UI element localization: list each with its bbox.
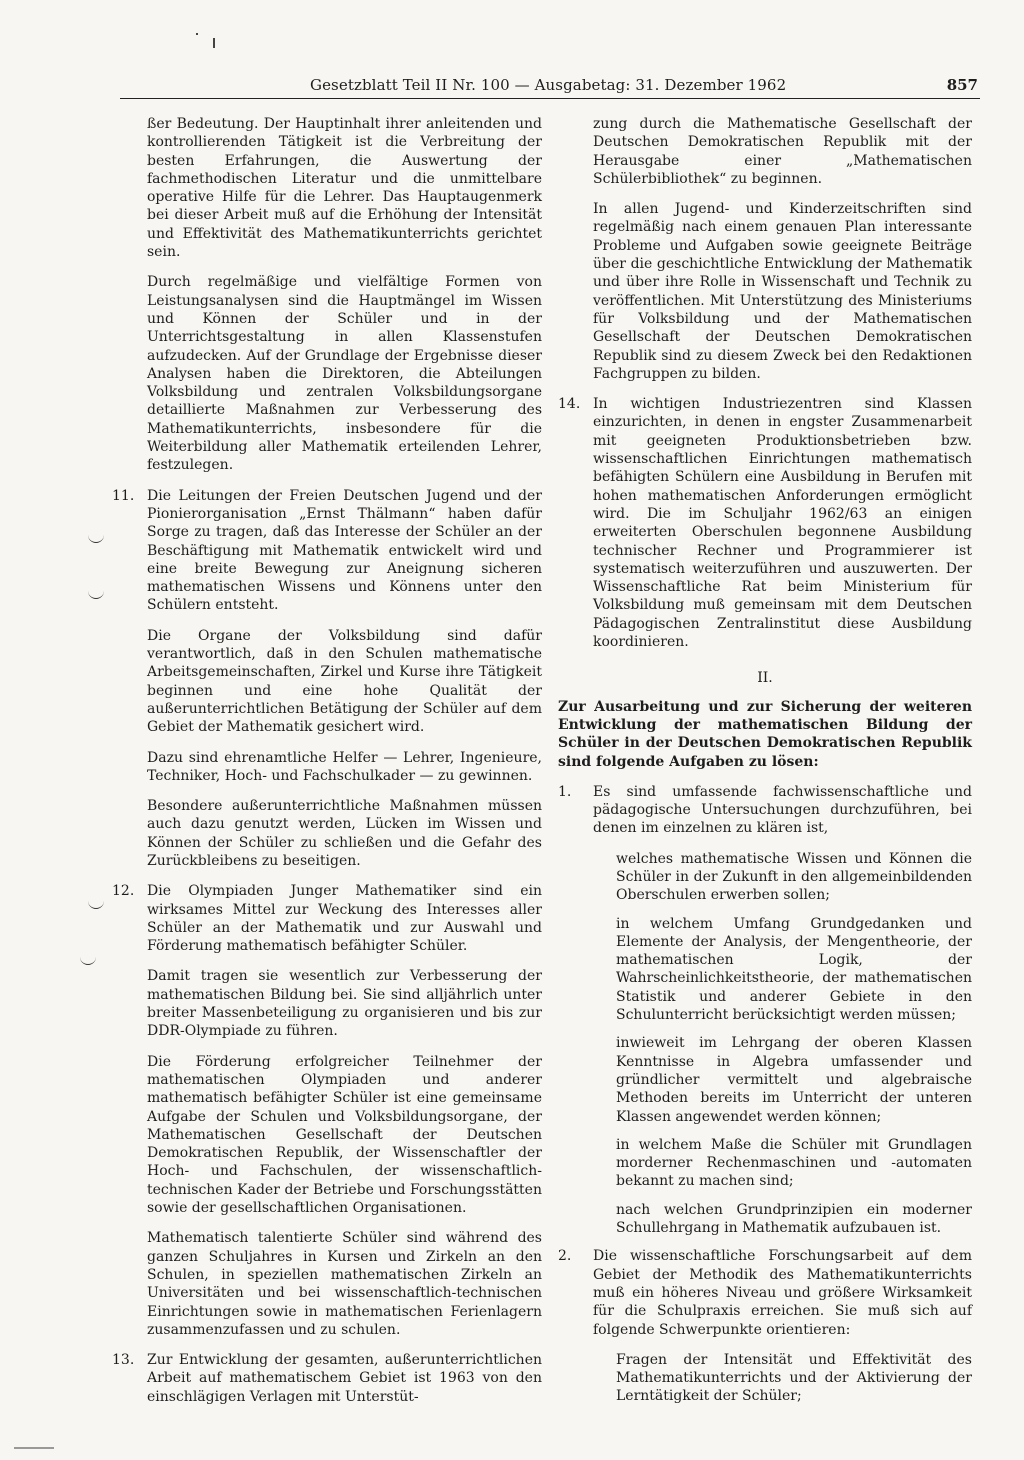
scan-artifact: [213, 38, 215, 48]
section-number: II.: [757, 670, 773, 687]
gazette-title: Gesetzblatt Teil II Nr. 100 — Ausgabetag: 31. Dezember 1962: [310, 76, 787, 94]
margin-mark: [88, 590, 104, 599]
item-number: 2.: [558, 1248, 572, 1265]
paragraph: Dazu sind ehrenamtliche Helfer — Lehrer, Ingenieure, Techniker, Hoch- und Fachschulkader — zu gewinnen.: [147, 749, 542, 784]
paragraph: Besondere außerunterrichtliche Maßnahmen müssen auch dazu genutzt werden, Lücken im Wissen und Können der Schüler zu schließen und die Gefahr des Zurückbleibens zu beseitigen.: [147, 798, 542, 869]
item-number: 11.: [112, 487, 135, 504]
margin-mark: [80, 956, 96, 965]
scan-artifact: [14, 1447, 54, 1449]
sub-paragraph: welches mathematische Wissen und Können die Schüler in der Zukunft in den allgemeinbildenden Oberschulen erwerben sollen;: [616, 850, 972, 904]
paragraph: In allen Jugend- und Kinderzeitschriften sind regelmäßig nach einem genauen Plan interessante Probleme und Aufgaben sowie geeignete Beiträge über die geschichtliche Entwicklung der Mathematik und über ihre Rolle in Wissenschaft und Technik zu veröffentlichen. Mit Unterstützung des Ministeriums für Volksbildung und der Mathematischen Gesellschaft der Deutschen Demokratischen Republik sind zu diesem Zweck bei den Redaktionen Fachgruppen zu bilden.: [593, 201, 972, 382]
sub-paragraph: in welchem Umfang Grundgedanken und Elemente der Analysis, der Mengentheorie, der mathematischen Logik, der Wahrscheinlichkeitstheorie, der mathematischen Statistik und anderer Gebiete in den Schulunterricht berücksichtigt werden müssen;: [616, 915, 972, 1024]
paragraph: zung durch die Mathematische Gesellschaft der Deutschen Demokratischen Republik mit der Herausgabe einer „Mathematischen Schülerbibliothek“ zu beginnen.: [593, 116, 972, 187]
scan-artifact: [196, 33, 198, 35]
page-number: 857: [946, 76, 978, 94]
sub-paragraph: inwieweit im Lehrgang der oberen Klassen Kenntnisse in Algebra umfassender und gründlicher vermittelt und algebraische Methoden bereits im Unterricht der unteren Klassen angewendet werden können;: [616, 1035, 972, 1125]
item-number: 1.: [558, 783, 572, 800]
right-column: [558, 115, 972, 1416]
list-item-13: [112, 1351, 542, 1406]
item-text: Die wissenschaftliche Forschungsarbeit auf dem Gebiet der Methodik des Mathematikunterrichts muß ein höheres Niveau und größere Wirksamkeit für die Schulpraxis erreichen. Sie muß sich auf folgende Schwerpunkte orientieren:: [593, 1248, 972, 1338]
task-item-1: [558, 783, 972, 838]
page-header: [120, 76, 980, 99]
list-item-11: [112, 487, 542, 615]
paragraph: Die Förderung erfolgreicher Teilnehmer der mathematischen Olympiaden und anderer mathematisch befähigter Schüler ist eine gemeinsame Aufgabe der Schulen und Volksbildungsorgane, der Mathematischen Gesellschaft der Deutschen Demokratischen Republik, der Wissenschaftler der Hoch- und Fachschulen, der wissenschaftlich-technischen Kader der Betriebe und Forschungsstätten sowie der gesellschaftlichen Organisationen.: [147, 1053, 542, 1217]
paragraph: Mathematisch talentierte Schüler sind während des ganzen Schuljahres in Kursen und Zirkeln an den Schulen, in speziellen mathematischen Zirkeln an Universitäten und bei wissenschaftlich-technischen Einrichtungen sowie in mathematischen Ferienlagern zusammenzufassen und zu schulen.: [147, 1230, 542, 1338]
task-item-2: [558, 1247, 972, 1338]
sub-paragraph: in welchem Maße die Schüler mit Grundlagen morderner Rechenmaschinen und -automaten bekannt zu machen sind;: [616, 1136, 972, 1190]
item-text: Zur Entwicklung der gesamten, außerunterrichtlichen Arbeit auf mathematischem Gebiet ist 1963 von den einschlägigen Verlagen mit Unterstüt-: [147, 1352, 542, 1405]
item-text: Die Olympiaden Junger Mathematiker sind ein wirksames Mittel zur Weckung des Interesses aller Schüler an der Mathematik und zur Auswahl und Förderung mathematisch befähigter Schüler.: [147, 883, 542, 955]
margin-mark: [88, 900, 104, 909]
item-number: 12.: [112, 883, 135, 900]
list-item-12: [112, 882, 542, 955]
sub-paragraph: nach welchen Grundprinzipien ein moderner Schullehrgang in Mathematik aufzubauen ist.: [616, 1201, 972, 1237]
paragraph: Die Organe der Volksbildung sind dafür verantwortlich, daß in den Schulen mathematische Arbeitsgemeinschaften, Zirkel und Kurse ihre Tätigkeit beginnen und eine hohe Qualität der außerunterrichtlichen Betätigung der Schüler auf dem Gebiet der Mathematik gesichert wird.: [147, 627, 542, 736]
margin-mark: [88, 534, 104, 543]
sub-paragraph: Fragen der Intensität und Effektivität des Mathematikunterrichts und der Aktivierung der Lerntätigkeit der Schüler;: [616, 1351, 972, 1405]
paragraph: ßer Bedeutung. Der Hauptinhalt ihrer anleitenden und kontrollierenden Tätigkeit ist die Verbreitung der besten Erfahrungen, die Auswertung der fachmethodischen Literatur und die unmittelbare operative Hilfe für die Lehrer. Das Hauptaugenmerk bei dieser Arbeit muß auf die Erhöhung der Intensität und Effektivität des Mathematikunterrichts gerichtet sein.: [147, 116, 542, 261]
item-text: Es sind umfassende fachwissenschaftliche und pädagogische Untersuchungen durchzuführen, bei denen im einzelnen zu klären ist,: [593, 783, 972, 837]
item-text: Die Leitungen der Freien Deutschen Jugend und der Pionierorganisation „Ernst Thälmann“ haben dafür Sorge zu tragen, daß das Interesse der Schüler an der Beschäftigung mit Mathematik entwickelt wird und eine breite Bewegung zur Aneignung sicheren mathematischen Wissens und Könnens unter den Schülern entsteht.: [147, 487, 542, 614]
paragraph: Damit tragen sie wesentlich zur Verbesserung der mathematischen Bildung bei. Sie sind alljährlich unter breiter Massenbeteiligung zu organisieren und bis zur DDR-Olympiade zu führen.: [147, 968, 542, 1040]
section-heading: Zur Ausarbeitung und zur Sicherung der weiteren Entwicklung der mathematischen Bildung der Schüler in der Deutschen Demokratischen Republik sind folgende Aufgaben zu lösen:: [558, 698, 972, 770]
list-item-14: [558, 395, 972, 651]
left-column: [112, 115, 542, 1418]
item-number: 13.: [112, 1352, 135, 1369]
item-number: 14.: [558, 396, 581, 413]
paragraph: Durch regelmäßige und vielfältige Formen von Leistungsanalysen sind die Hauptmängel im Wissen und Können der Schüler und in der Unterrichtsgestaltung in allen Klassenstufen aufzudecken. Auf der Grundlage der Ergebnisse dieser Analysen haben die Direktoren, die Abteilungen Volksbildung und zentralen Volksbildungsorgane detaillierte Maßnahmen zur Verbesserung des Mathematikunterrichts, insbesondere für die Weiterbildung aller Mathematik erteilenden Lehrer, festzulegen.: [147, 274, 542, 474]
item-text: In wichtigen Industriezentren sind Klassen einzurichten, in denen in engster Zusammenarbeit mit geeigneten Produktionsbetrieben bzw. wissenschaftlichen Einrichtungen mathematisch befähigten Schülern eine Ausbildung in Berufen mit hohen mathematischen Anforderungen ermöglicht wird. Die im Schuljahr 1962/63 an einigen erweiterten Oberschulen begonnene Ausbildung technischer Rechner und Programmierer ist systematisch weiterzuführen und auszuwerten. Der Wissenschaftliche Rat beim Ministerium für Volksbildung muß gemeinsam mit dem Deutschen Pädagogischen Zentralinstitut diese Ausbildung koordinieren.: [593, 396, 972, 651]
